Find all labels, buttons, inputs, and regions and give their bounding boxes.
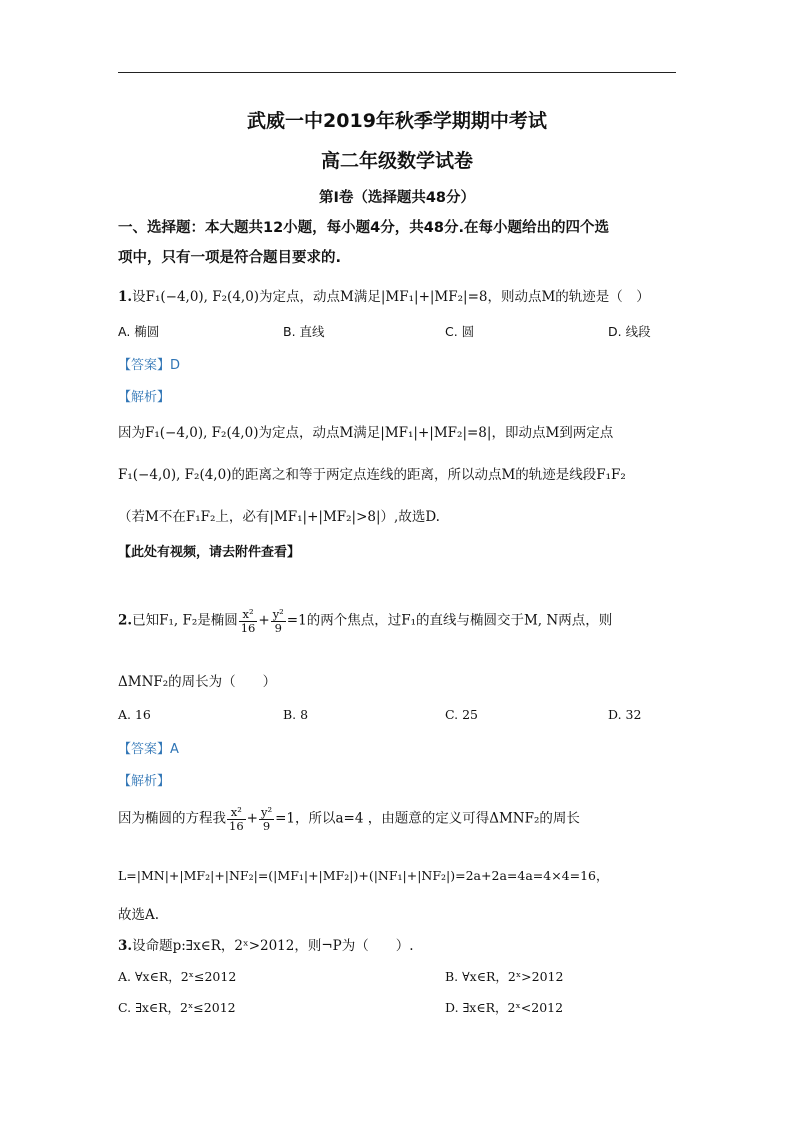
question-3-option-a: A. ∀x∈R，2ˣ≤2012 bbox=[118, 969, 237, 984]
question-3-option-b: B. ∀x∈R，2ˣ>2012 bbox=[445, 969, 564, 984]
fraction-y2-9-analysis: $\frac{\text{y²}}{9}$ bbox=[260, 805, 273, 833]
question-1-analysis-line1: 因为F₁(−4,0), F₂(4,0)为定点，动点M满足|MF₁|+|MF₂|=8|，即动点M到两定点 bbox=[118, 425, 614, 441]
question-1-option-a: A. 椭圆 bbox=[118, 324, 160, 339]
question-1-option-c: C. 圆 bbox=[445, 324, 475, 339]
question-2-analysis-line2: L=|MN|+|MF₂|+|NF₂|=(|MF₁|+|MF₂|)+(|NF₁|+|NF₂|)=2a+2a=4a=4×4=16， bbox=[118, 868, 609, 883]
fraction-x2-16-analysis: $\frac{\text{x²}}{16}$ bbox=[229, 805, 244, 833]
question-1-analysis-label: 【解析】 bbox=[118, 390, 171, 405]
question-2-text-a: 已知F₁, F₂是椭圆 bbox=[132, 612, 238, 629]
question-3-option-c: C. ∃x∈R，2ˣ≤2012 bbox=[118, 1000, 236, 1015]
question-1-answer: 【答案】D bbox=[118, 358, 181, 373]
header-rule bbox=[118, 72, 676, 73]
question-1-stem bbox=[118, 285, 650, 305]
question-2-analysis-line3: 故选A. bbox=[118, 907, 160, 923]
question-1-text: 设F₁(−4,0), F₂(4,0)为定点，动点M满足|MF₁|+|MF₂|=8，则动点M的轨迹是（ ） bbox=[132, 289, 650, 305]
question-3-stem bbox=[118, 934, 414, 954]
question-2-analysis-label: 【解析】 bbox=[118, 774, 171, 789]
fraction-y2-9: $\frac{\text{y²}}{9}$ bbox=[272, 607, 284, 635]
fraction-x2-16: $\frac{\text{x²}}{16}$ bbox=[240, 607, 256, 635]
question-1-analysis-line3: （若M不在F₁F₂上，必有|MF₁|+|MF₂|>8|）,故选D. bbox=[118, 509, 440, 525]
question-3-option-d: D. ∃x∈R，2ˣ<2012 bbox=[445, 1000, 564, 1015]
video-note: 【此处有视频，请去附件查看】 bbox=[118, 545, 301, 560]
exam-subtitle: 高二年级数学试卷 bbox=[320, 150, 473, 172]
question-2-stem bbox=[118, 608, 612, 634]
exam-title: 武威一中2019年秋季学期期中考试 bbox=[247, 110, 547, 132]
question-2-stem-line2: ΔMNF₂的周长为（ ） bbox=[118, 674, 277, 690]
question-2-option-b: B. 8 bbox=[283, 707, 309, 722]
question-2-answer: 【答案】A bbox=[118, 742, 179, 757]
plus-sign: + bbox=[258, 612, 270, 629]
part-heading: 第Ⅰ卷（选择题共48分） bbox=[318, 190, 476, 206]
question-1-option-d: D. 线段 bbox=[608, 324, 651, 339]
question-2-option-d: D. 32 bbox=[608, 707, 642, 722]
section-instructions-line1: 一、选择题：本大题共12小题，每小题4分，共48分.在每小题给出的四个选 bbox=[118, 220, 609, 236]
question-2-analysis-text-b: =1，所以a=4 ，由题意的定义可得ΔMNF₂的周长 bbox=[275, 810, 580, 827]
question-1-number: 1. bbox=[118, 289, 133, 305]
question-1-option-b: B. 直线 bbox=[283, 324, 325, 339]
question-3-text: 设命题p:∃x∈R，2ˣ>2012，则¬P为（ ）. bbox=[132, 938, 414, 954]
question-2-analysis-line1: 因为椭圆的方程我 $\frac{\text{x²}}{16}$ + $\frac{\text{y²}}{9}$ =1，所以a=4 ，由题意的定义可得ΔMNF₂的周长 bbox=[118, 805, 580, 833]
question-1-analysis-line2: F₁(−4,0), F₂(4,0)的距离之和等于两定点连线的距离，所以动点M的轨迹是线段F₁F₂ bbox=[118, 467, 626, 483]
question-2-text-b: =1的两个焦点，过F₁的直线与椭圆交于M, N两点，则 bbox=[286, 612, 613, 629]
question-2-option-a: A. 16 bbox=[118, 707, 151, 722]
section-instructions-line2: 项中，只有一项是符合题目要求的. bbox=[118, 250, 342, 266]
question-3-number: 3. bbox=[118, 938, 133, 954]
question-2-analysis-text-a: 因为椭圆的方程我 bbox=[118, 810, 226, 827]
question-2-option-c: C. 25 bbox=[445, 707, 478, 722]
question-2-number: 2. bbox=[118, 612, 133, 629]
